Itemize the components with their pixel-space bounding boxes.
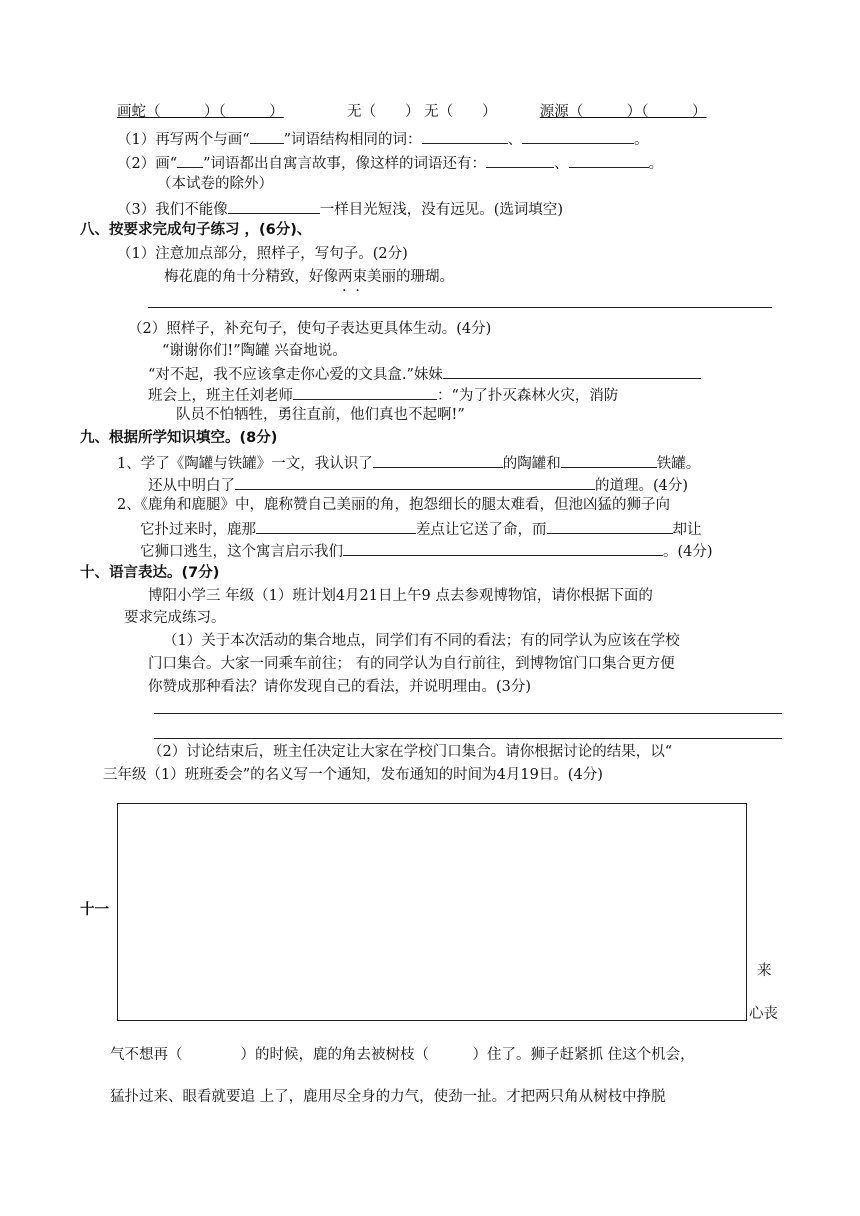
s8-line-3-text-a: 班会上，班主任刘老师 bbox=[148, 388, 293, 404]
q7-item-3 bbox=[117, 200, 563, 218]
answer-blank[interactable] bbox=[293, 386, 437, 400]
notice-writing-box[interactable] bbox=[117, 803, 747, 1021]
idiom-yuanyuan: 源源（ ）（ ） bbox=[539, 104, 707, 120]
s9-q1-text-c: 铁罐。 bbox=[656, 456, 701, 472]
s10-intro-2: 要求完成练习。 bbox=[124, 610, 226, 626]
idiom-huashe: 画蛇（ ）（ ） bbox=[117, 104, 284, 120]
answer-blank[interactable] bbox=[486, 154, 554, 168]
s11-para-line-2: 猛扑过来、眼看就要追 上了，鹿用尽全身的力气，使劲一扯。才把两只角从树枝中挣脱 bbox=[110, 1089, 666, 1105]
s10-part-2-line-1: （2）讨论结束后，班主任决定让大家在学校门口集合。请你根据讨论的结果，以“ bbox=[148, 744, 673, 760]
blank[interactable] bbox=[177, 154, 203, 168]
s9-q1-text-a: 1、学了《陶罐与铁罐》一文，我认识了 bbox=[117, 456, 373, 472]
s9-q2-line-1: 2、《鹿角和鹿腿》中，鹿称赞自己美丽的角，抱怨细长的腿太难看，但池凶猛的狮子向 bbox=[117, 497, 670, 513]
s8-item-1: （1）注意加点部分，照样子，写句子。(2分) bbox=[117, 246, 408, 262]
section-11-heading-fragment: 十一 bbox=[80, 902, 109, 918]
s9-q1-text-b: 的陶罐和 bbox=[502, 456, 561, 472]
s9-q2-text-f: 。(4分) bbox=[663, 544, 713, 560]
emphasis-dots: · · bbox=[342, 283, 360, 299]
s9-q1-line-2 bbox=[148, 476, 688, 494]
s8-example-sentence: 梅花鹿的角十分精致，好像两束美丽的珊瑚。 bbox=[164, 269, 454, 285]
s9-q1-text-d: 还从中明白了 bbox=[148, 478, 235, 494]
answer-blank[interactable] bbox=[373, 454, 503, 468]
s9-q2-text-d: 却让 bbox=[672, 522, 702, 538]
q7-item-1-text-b: ”词语结构相同的词： bbox=[283, 132, 422, 148]
s11-para-line-1: 气不想再（ ）的时候，鹿的角去被树枝（ ）住了。狮子赶紧抓 住这个机会， bbox=[110, 1047, 695, 1063]
s8-line-1: “谢谢你们!”陶罐 兴奋地说。 bbox=[162, 343, 347, 359]
s10-part-1-line-2: 门口集合。大家一同乘车前往； 有的同学认为自行前往，到博物馆门口集合更方便 bbox=[148, 656, 675, 672]
s9-q2-text-e: 它狮口逃生，这个寓言启示我们 bbox=[140, 544, 343, 560]
s10-part-1-line-3: 你赞成那种看法？请你发现自己的看法，并说明理由。(3分) bbox=[148, 679, 532, 695]
s11-right-fragment-1: 来 bbox=[757, 963, 772, 979]
answer-blank[interactable] bbox=[422, 130, 508, 144]
q7-item-2-text-a: （2）画“ bbox=[117, 156, 178, 172]
q7-item-1-text-a: （1）再写两个与画“ bbox=[117, 132, 250, 148]
s8-line-3 bbox=[148, 386, 618, 404]
s10-intro-1: 博阳小学三 年级（1）班计划4月21日上午9 点去参观博物馆，请你根据下面的 bbox=[148, 588, 653, 604]
answer-blank[interactable] bbox=[235, 476, 595, 490]
q7-item-2 bbox=[117, 154, 663, 172]
q7-item-2-text-b: ”词语都出自寓言故事，像这样的词语还有： bbox=[203, 156, 487, 172]
idiom-row bbox=[117, 105, 707, 120]
answer-blank[interactable] bbox=[343, 542, 663, 556]
s8-item-2: （2）照样子，补充句子，使句子表达更具体生动。(4分) bbox=[128, 321, 492, 337]
q7-item-3-text-a: （3）我们不能像 bbox=[117, 202, 228, 218]
blank[interactable] bbox=[250, 130, 284, 144]
period: 。 bbox=[648, 156, 664, 172]
section-10-heading: 十、语言表达。(7分) bbox=[80, 565, 220, 581]
s10-part-2-line-2: 三年级（1）班班委会”的名义写一个通知，发布通知的时间为4月19日。(4分) bbox=[103, 767, 603, 783]
section-8-heading: 八、按要求完成句子练习 ，(6分)、 bbox=[80, 222, 312, 238]
answer-blank[interactable] bbox=[561, 454, 657, 468]
s9-q2-line-3 bbox=[140, 542, 713, 560]
answer-blank[interactable] bbox=[443, 365, 701, 379]
section-9-heading: 九、根据所学知识填空。(8分) bbox=[80, 430, 278, 446]
separator: 、 bbox=[554, 156, 569, 172]
s8-line-2-text: “对不起，我不应该拿走你心爱的文具盒.”妹妹 bbox=[148, 367, 443, 383]
idiom-wu-1: 无（ ） bbox=[346, 104, 420, 120]
s8-line-2 bbox=[148, 365, 701, 383]
answer-blank[interactable] bbox=[228, 200, 320, 214]
answer-blank[interactable] bbox=[256, 520, 416, 534]
s8-line-4: 队员不怕牺牲，勇往直前，他们真也不起啊!” bbox=[176, 407, 465, 423]
answer-line[interactable] bbox=[154, 713, 782, 714]
period: 。 bbox=[634, 132, 649, 148]
s11-right-fragment-2: 心丧 bbox=[749, 1006, 778, 1022]
separator: 、 bbox=[507, 132, 523, 148]
answer-blank[interactable] bbox=[522, 130, 634, 144]
idiom-wu-2: 无（ ） bbox=[424, 104, 497, 120]
s9-q2-line-2 bbox=[140, 520, 702, 538]
s9-q2-text-c: 差点让它送了命，而 bbox=[416, 522, 547, 538]
s9-q2-text-b: 它扑过来时，鹿那 bbox=[140, 522, 256, 538]
q7-item-1 bbox=[117, 130, 649, 148]
s10-part-1-line-1: （1）关于本次活动的集合地点，同学们有不同的看法；有的同学认为应该在学校 bbox=[163, 633, 680, 649]
answer-blank[interactable] bbox=[547, 520, 673, 534]
s9-q1-line-1 bbox=[117, 454, 700, 472]
answer-blank[interactable] bbox=[569, 154, 649, 168]
s9-q1-text-e: 的道理。(4分) bbox=[595, 478, 689, 494]
answer-line[interactable] bbox=[148, 307, 772, 308]
s8-line-3-text-b: ：“为了扑灭森林火灾，消防 bbox=[437, 388, 619, 404]
q7-item-3-text-b: 一样目光短浅，没有远见。(选词填空) bbox=[319, 202, 564, 218]
answer-line[interactable] bbox=[154, 738, 782, 739]
q7-item-2-note: （本试卷的除外） bbox=[157, 176, 273, 192]
